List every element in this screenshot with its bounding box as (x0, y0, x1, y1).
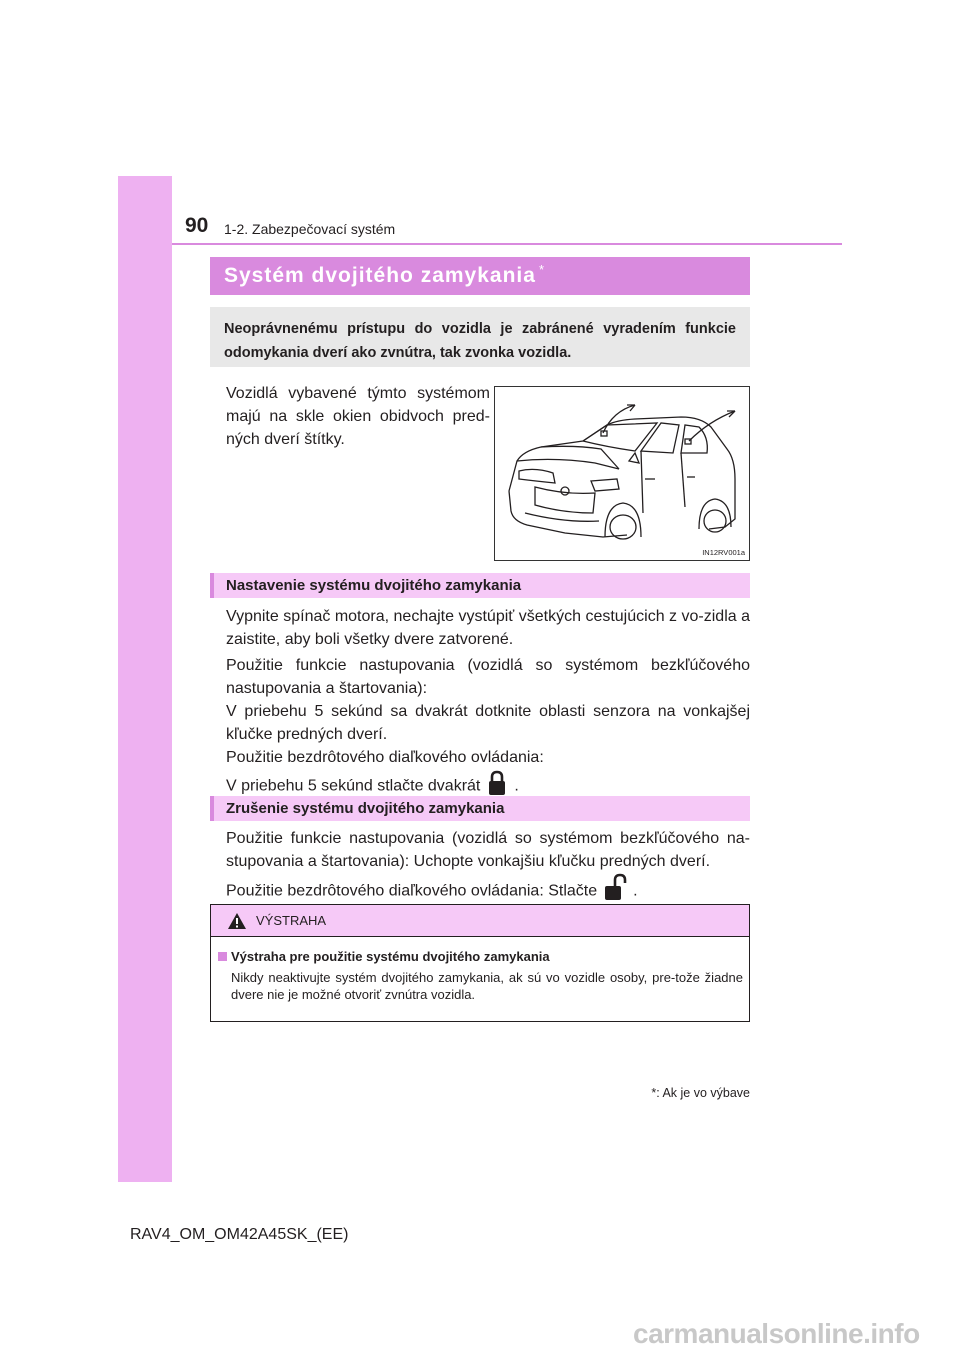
warning-heading: VÝSTRAHA (256, 913, 327, 928)
cancel-remote-text: Použitie bezdrôtového diaľkového ovládania: Stlačte (226, 882, 598, 900)
watermark: carmanualsonline.info (633, 1318, 920, 1349)
cancel-remote-end: . (633, 882, 638, 900)
side-tab-strip (118, 176, 172, 1182)
setting-remote-step-text: V priebehu 5 sekúnd stlačte dvakrát (226, 777, 481, 795)
setting-line-smart-entry-step: V priebehu 5 sekúnd sa dvakrát dotknite oblasti senzora na vonkajšej kľučke predných dverí. (226, 703, 750, 743)
figure-code: IN12RV001a (702, 548, 745, 557)
vehicle-figure (494, 386, 750, 561)
cancel-line-smart-entry: Použitie funkcie nastupovania (vozidlá so systémom bezkľúčového na-stupovania a štartovania): Uchopte vonkajšiu kľučku predných dverí. (226, 830, 750, 870)
title-bar (210, 257, 750, 295)
warning-triangle-icon (227, 912, 247, 930)
header-rule (172, 243, 842, 245)
footnote: *: Ak je vo výbave (651, 1086, 750, 1100)
setting-line-smart-entry: Použitie funkcie nastupovania (vozidlá so systémom bezkľúčového nastupovania a štartovania): (226, 657, 750, 697)
warning-item-title (218, 949, 550, 964)
warning-box (210, 904, 750, 1022)
intro-box: Neoprávnenému prístupu do vozidla je zabránené vyradením funkcie odomykania dverí ako zvnútra, tak zvonka vozidla. (210, 307, 750, 367)
model-code: RAV4_OM_OM42A45SK_(EE) (130, 1226, 349, 1243)
page-title: Systém dvojitého zamykania (224, 264, 536, 287)
setting-line-remote: Použitie bezdrôtového diaľkového ovládania: (226, 749, 544, 766)
setting-paragraph-1: Vypnite spínač motora, nechajte vystúpiť všetkých cestujúcich z vo-zidla a zaistite, aby boli všetky dvere zatvorené. (226, 608, 750, 648)
page-number: 90 (185, 214, 209, 237)
suv-car-illustration (495, 387, 749, 560)
warning-item-text: Nikdy neaktivujte systém dvojitého zamykania, ak sú vo vozidle osoby, pre-tože žiadne dvere nie je možné otvoriť zvnútra vozidla. (231, 970, 743, 1002)
title-footnote-star: * (538, 261, 545, 277)
setting-paragraph-2 (226, 654, 750, 804)
setting-heading: Nastavenie systému dvojitého zamykania (210, 573, 750, 598)
warning-item-title-text: Výstraha pre použitie systému dvojitého zamykania (231, 949, 550, 964)
section-header: 1-2. Zabezpečovací systém (224, 221, 396, 237)
cancel-heading: Zrušenie systému dvojitého zamykania (210, 796, 750, 821)
square-bullet-icon (218, 952, 227, 961)
setting-remote-step-end: . (514, 777, 519, 795)
cancel-paragraph (226, 827, 750, 910)
warning-header (211, 905, 749, 937)
vehicle-note: Vozidlá vybavené týmto systémom majú na skle okien obidvoch pred-ných dverí štítky. (226, 385, 490, 448)
